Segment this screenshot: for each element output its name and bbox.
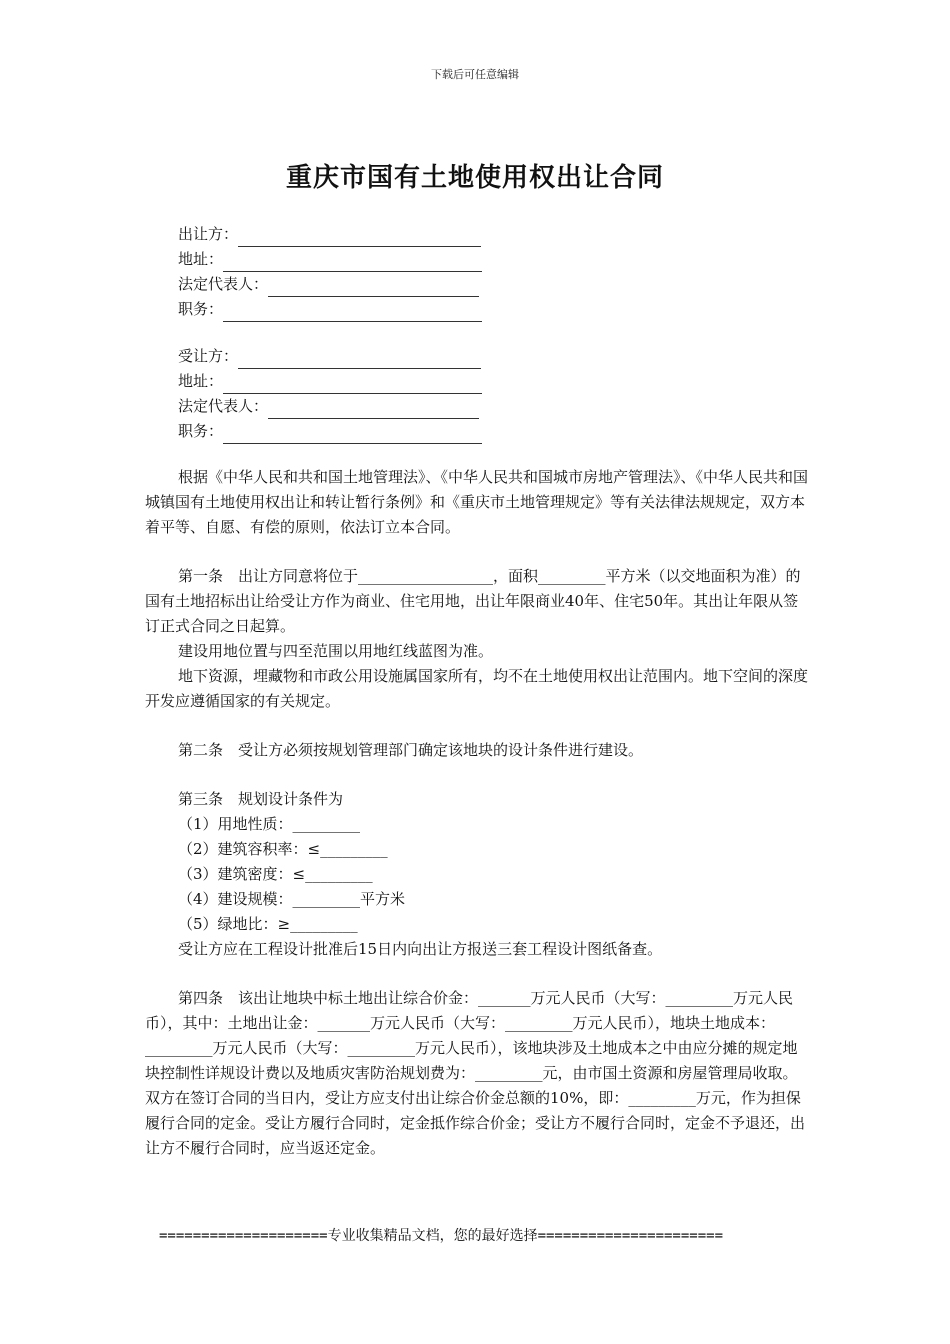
grantor-position-blank — [223, 304, 482, 322]
grantor-rep-label: 法定代表人： — [178, 275, 269, 293]
grantee-name-blank — [238, 351, 481, 369]
article4-paragraph: 第四条 该出让地块中标土地出让综合价金：_______万元人民币（大写：_________万元人民币），其中：土地出让金：_______万元人民币（大写：_________万元人民币），地块土地成本：_________万元人民币（大写：_________万元人民币），该地块涉及土地成本之中由应分摊的规定地块控制性详规设计费以及地质灾害防治规划费为：_________元，由市国土资源和房屋管理局收取。双方在签订合同的当日内，受让方应支付出让综合价金总额的10%，即：_________万元，作为担保履行合同的定金。受让方履行合同时，定金抵作综合价金；受让方不履行合同时，定金不予退还，出让方不履行合同时，应当返还定金。 — [145, 989, 806, 1157]
grantor-position-label: 职务： — [178, 300, 224, 318]
grantee-rep-blank — [268, 401, 479, 419]
grantee-address-label: 地址： — [178, 372, 224, 390]
grantor-rep-blank — [268, 279, 479, 297]
header-note: 下载后可任意编辑 — [431, 68, 519, 81]
article3-item: （2）建筑容积率：≤_________ — [178, 840, 388, 858]
grantor-name-row — [178, 222, 482, 247]
grantee-position-row — [178, 419, 482, 444]
contract-title: 重庆市国有土地使用权出让合同 — [285, 163, 664, 193]
grantor-name-label: 出让方： — [178, 225, 239, 243]
grantor-address-row — [178, 247, 482, 272]
article3-item: （3）建筑密度：≤_________ — [178, 865, 373, 883]
grantee-position-blank — [223, 426, 482, 444]
footer-text: ====================专业收集精品文档，您的最好选择====================== — [159, 1228, 724, 1244]
article3-item: （1）用地性质：_________ — [178, 815, 361, 833]
grantee-name-row — [178, 344, 482, 369]
article3-item: （4）建设规模：_________平方米 — [178, 890, 406, 908]
grantor-address-blank — [223, 254, 482, 272]
article3-heading: 第三条 规划设计条件为 — [178, 790, 344, 808]
grantee-position-label: 职务： — [178, 422, 224, 440]
article2-paragraph: 第二条 受让方必须按规划管理部门确定该地块的设计条件进行建设。 — [178, 741, 644, 759]
grantee-block — [178, 344, 482, 444]
article1-paragraph2: 建设用地位置与四至范围以用地红线蓝图为准。 — [178, 642, 494, 660]
article3-note: 受让方应在工程设计批准后15日内向出让方报送三套工程设计图纸备查。 — [178, 940, 663, 958]
grantor-position-row — [178, 297, 482, 322]
grantee-address-blank — [223, 376, 482, 394]
grantor-block — [178, 222, 482, 322]
article1-paragraph3: 地下资源，埋藏物和市政公用设施属国家所有，均不在土地使用权出让范围内。地下空间的深度开发应遵循国家的有关规定。 — [145, 667, 809, 710]
grantor-rep-row — [178, 272, 482, 297]
grantor-address-label: 地址： — [178, 250, 224, 268]
footer-banner — [145, 1226, 815, 1246]
article3-item: （5）绿地比：≥_________ — [178, 915, 358, 933]
grantee-rep-row — [178, 394, 482, 419]
article1-paragraph1: 第一条 出让方同意将位于__________________，面积_________平方米（以交地面积为准）的国有土地招标出让给受让方作为商业、住宅用地，出让年限商业40年、住宅50年。其出让年限从签订正式合同之日起算。 — [145, 567, 801, 635]
grantor-name-blank — [238, 229, 481, 247]
preamble-paragraph: 根据《中华人民和共和国土地管理法》、《中华人民共和国城市房地产管理法》、《中华人民共和国城镇国有土地使用权出让和转让暂行条例》和《重庆市土地管理规定》等有关法律法规规定，双方本着平等、自愿、有偿的原则，依法订立本合同。 — [145, 468, 809, 536]
grantee-rep-label: 法定代表人： — [178, 397, 269, 415]
grantee-address-row — [178, 369, 482, 394]
contract-body — [145, 465, 810, 1161]
grantee-name-label: 受让方： — [178, 347, 239, 365]
